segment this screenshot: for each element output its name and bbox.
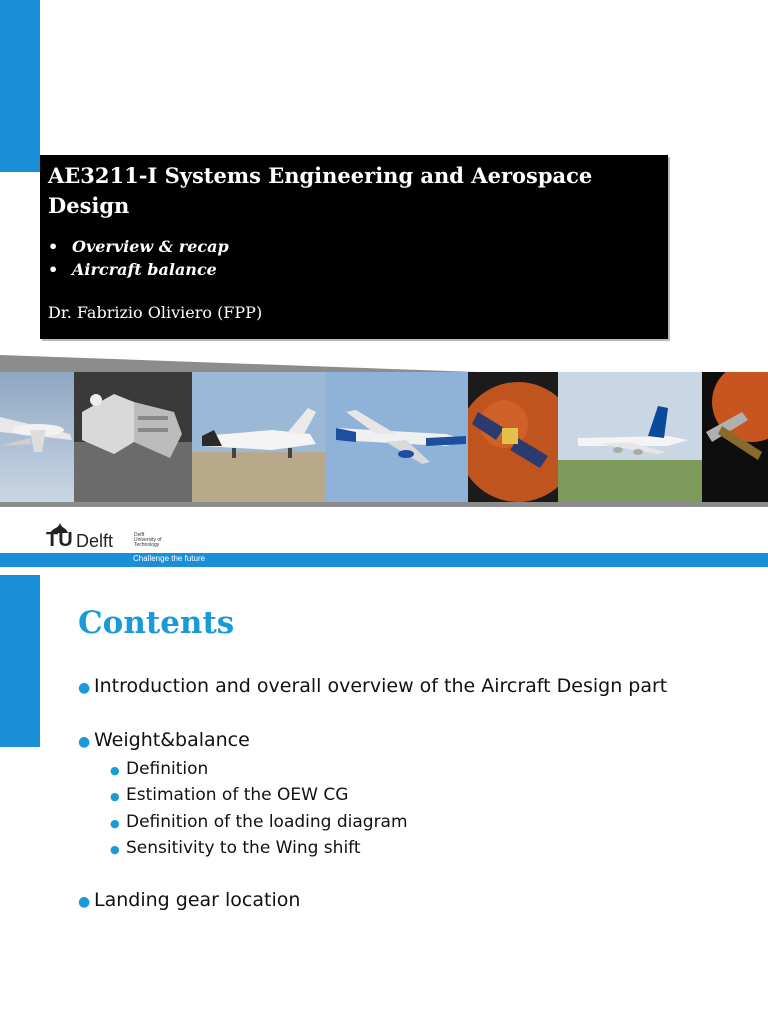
bullet-icon: ● [110,817,120,830]
apollo-capsule-photo [74,372,192,502]
bullet-icon: ● [110,764,120,777]
course-title: AE3211-I Systems Engineering and Aerospace Design [48,163,593,218]
photo-strip [0,372,768,502]
spacecraft-photo [702,372,768,502]
topic-item: • Aircraft balance [48,260,217,279]
boeing-787-photo [326,372,468,502]
sub-list-item: ● Definition [110,759,209,779]
airbus-a380-photo [558,372,702,502]
list-item: ● Introduction and overall overview of the Aircraft Design part [78,675,668,697]
topic-list [48,235,229,281]
title-box [40,155,668,339]
bullet-icon: ● [110,843,120,856]
contents-slide [0,513,768,1024]
logo-tu: TU [46,529,73,551]
bullet-icon: ● [78,894,91,910]
list-item: ● Landing gear location [78,889,301,911]
uav-drone-photo [0,372,74,502]
sub-list-item: ● Estimation of the OEW CG [110,785,349,805]
topic-item: • Overview & recap [48,237,229,256]
bullet-icon: ● [78,680,91,696]
sub-list-item: ● Sensitivity to the Wing shift [110,838,361,858]
tudelft-logo [46,521,186,557]
list-item: ● Weight&balance [78,729,250,751]
space-shuttle-photo [192,372,326,502]
bullet-icon: ● [110,790,120,803]
logo-delft: Delft [76,531,114,551]
slide-title: Contents [78,605,235,641]
tagline-banner [0,553,768,567]
tagline: Challenge the future [133,554,206,563]
mars-satellite-photo [468,372,558,502]
author: Dr. Fabrizio Oliviero (FPP) [48,303,263,322]
logo-university-text: Delft University of Technology [134,532,162,548]
accent-bar [0,575,40,747]
accent-bar [0,0,40,172]
bullet-icon: ● [78,734,91,750]
sub-list-item: ● Definition of the loading diagram [110,812,408,832]
